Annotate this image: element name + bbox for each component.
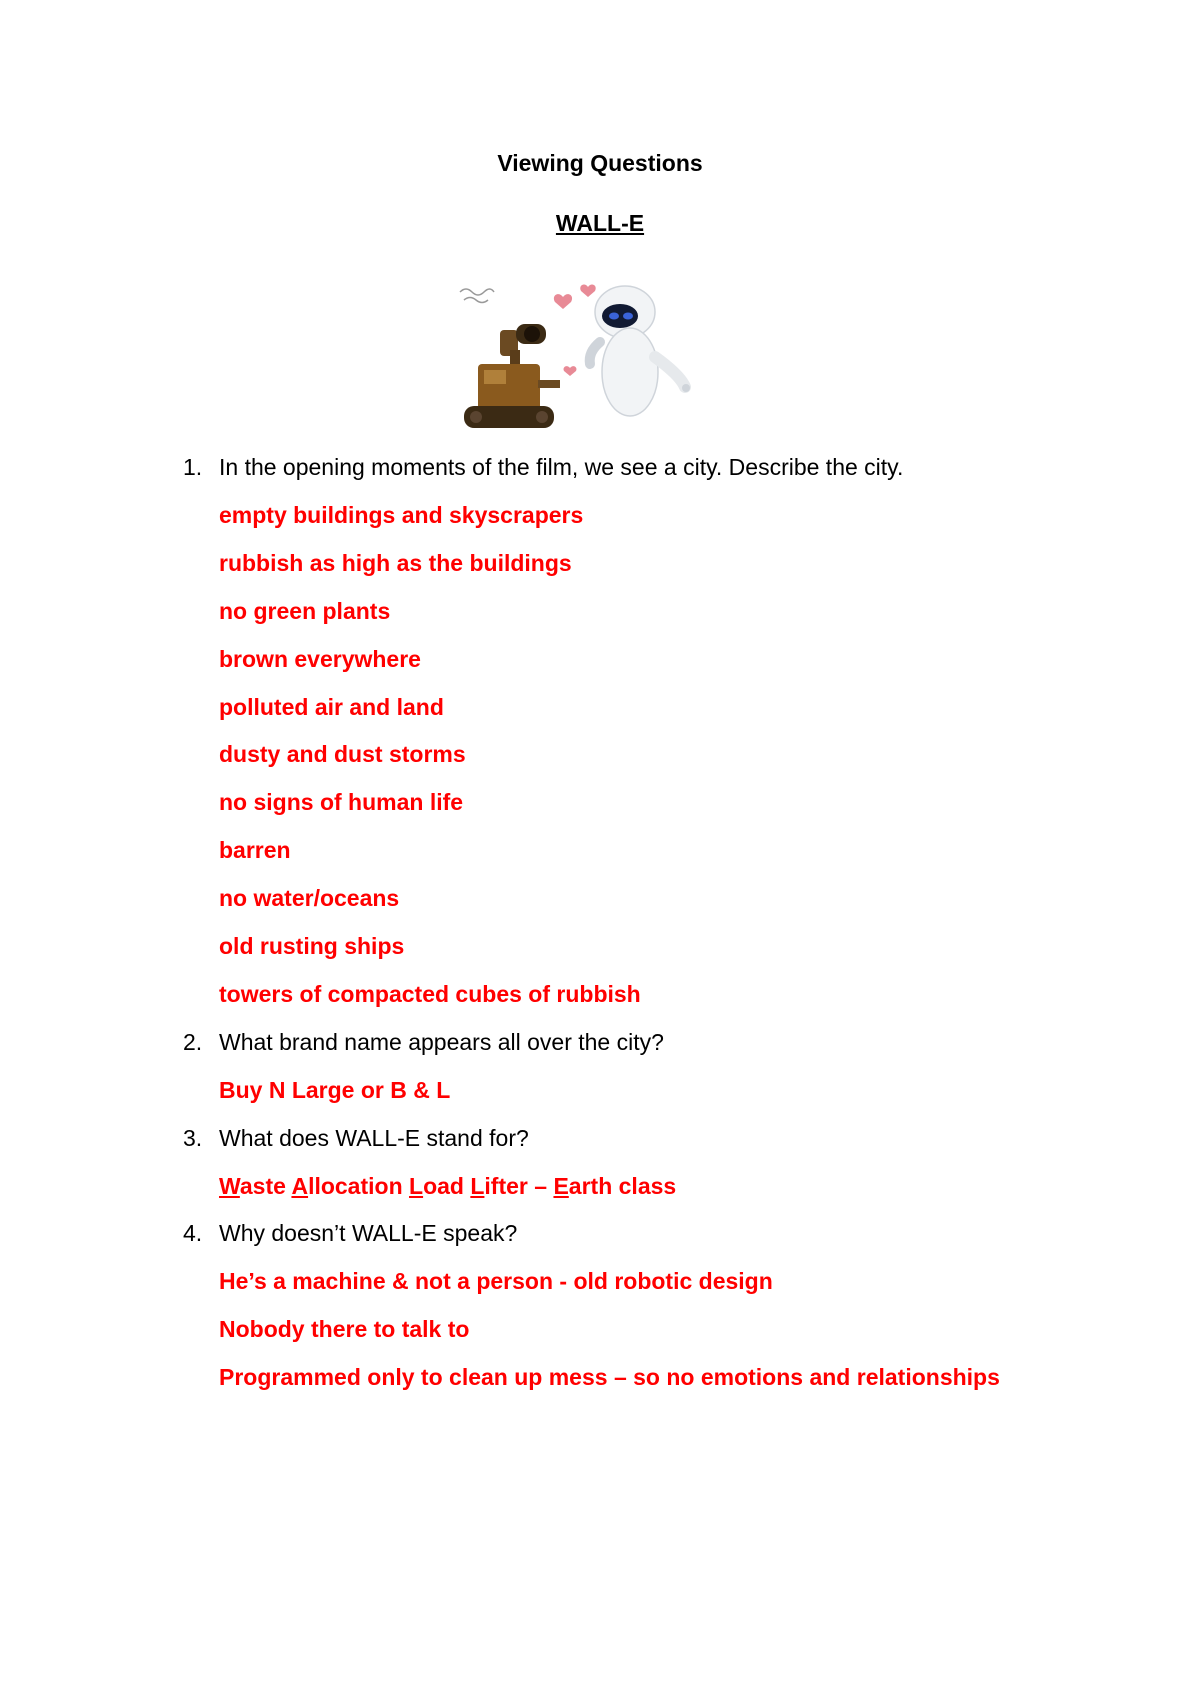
answer-text: He’s a machine & not a person - old robotic design [219, 1268, 773, 1295]
eve-figure [590, 286, 690, 416]
acronym-rest: llocation [308, 1172, 410, 1199]
answer-text: polluted air and land [219, 693, 444, 720]
acronym-initial: L [409, 1172, 424, 1199]
acronym-rest: ifter – [484, 1172, 554, 1199]
question-item [183, 1028, 664, 1056]
question-item [183, 1219, 517, 1247]
question-text: Why doesn’t WALL-E speak? [219, 1220, 518, 1247]
document-title: Viewing Questions [497, 150, 703, 176]
question-item [183, 453, 903, 481]
document-subtitle: WALL-E [555, 210, 645, 236]
question-number: 1. [183, 454, 203, 480]
answer-text: Programmed only to clean up mess – so no emotions and relationships [219, 1364, 1000, 1391]
answer-text: barren [219, 837, 291, 864]
heart-icon [564, 366, 577, 376]
answer-text: dusty and dust storms [219, 741, 466, 768]
answer-acronym [219, 1172, 676, 1200]
question-text: What brand name appears all over the city? [219, 1028, 664, 1055]
question-text: In the opening moments of the film, we see a city. Describe the city. [219, 454, 904, 480]
answer-text: brown everywhere [219, 645, 421, 672]
answer-text: no green plants [219, 597, 391, 624]
acronym-initial: W [219, 1172, 240, 1199]
acronym-rest: arth class [568, 1172, 677, 1199]
question-text: What does WALL-E stand for? [219, 1124, 529, 1151]
answer-text: Nobody there to talk to [219, 1316, 470, 1343]
answer-text: empty buildings and skyscrapers [219, 501, 584, 528]
question-number: 3. [183, 1124, 203, 1151]
acronym-rest: oad [423, 1172, 471, 1199]
answer-text: old rusting ships [219, 933, 405, 959]
acronym-rest: aste [239, 1172, 292, 1199]
answer-text: rubbish as high as the buildings [219, 549, 572, 576]
question-number: 2. [183, 1028, 203, 1055]
answer-text: no signs of human life [219, 789, 464, 816]
heart-icon [554, 294, 572, 309]
acronym-initial: E [553, 1172, 569, 1199]
question-number: 4. [183, 1220, 203, 1247]
wall-e-figure [464, 324, 560, 428]
answer-text: towers of compacted cubes of rubbish [219, 980, 641, 1007]
question-item [183, 1124, 529, 1152]
acronym-initial: L [470, 1172, 485, 1199]
wall-e-and-eve-illustration [450, 272, 710, 437]
answer-text: no water/oceans [219, 885, 400, 912]
answer-text: Buy N Large or B & L [219, 1076, 451, 1103]
heart-icon [580, 284, 595, 297]
acronym-initial: A [291, 1172, 309, 1199]
